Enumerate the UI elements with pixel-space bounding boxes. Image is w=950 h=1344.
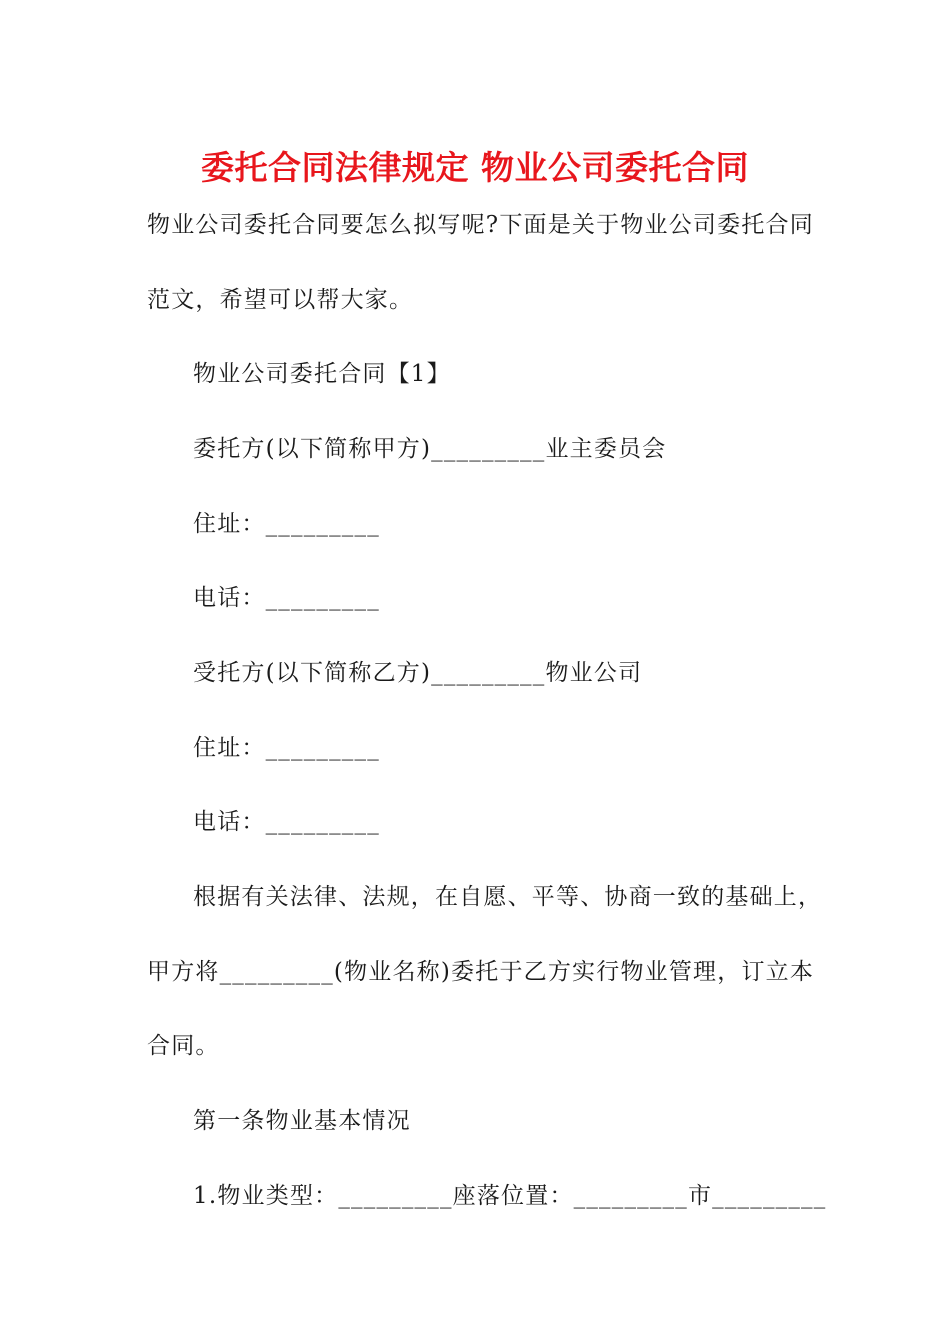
preamble-line-1: 根据有关法律、法规，在自愿、平等、协商一致的基础上， [193, 884, 823, 910]
party-a-line: 委托方(以下简称甲方)_________业主委员会 [193, 436, 667, 462]
preamble-line-3: 合同。 [147, 1033, 220, 1059]
article-1-item-1: 1.物业类型：_________座落位置：_________市_________ [193, 1183, 827, 1209]
preamble-line-2: 甲方将_________(物业名称)委托于乙方实行物业管理，订立本 [147, 959, 815, 985]
intro-line-2: 范文，希望可以帮大家。 [147, 287, 414, 313]
document-title: 委托合同法律规定 物业公司委托合同 [201, 148, 749, 187]
party-a-phone: 电话：_________ [193, 585, 380, 611]
section-heading: 物业公司委托合同【1】 [193, 361, 451, 387]
party-a-address: 住址：_________ [193, 511, 380, 537]
party-b-line: 受托方(以下简称乙方)_________物业公司 [193, 660, 643, 686]
article-1-heading: 第一条物业基本情况 [193, 1108, 411, 1134]
intro-line-1: 物业公司委托合同要怎么拟写呢?下面是关于物业公司委托合同 [147, 212, 814, 238]
party-b-address: 住址：_________ [193, 735, 380, 761]
party-b-phone: 电话：_________ [193, 809, 380, 835]
